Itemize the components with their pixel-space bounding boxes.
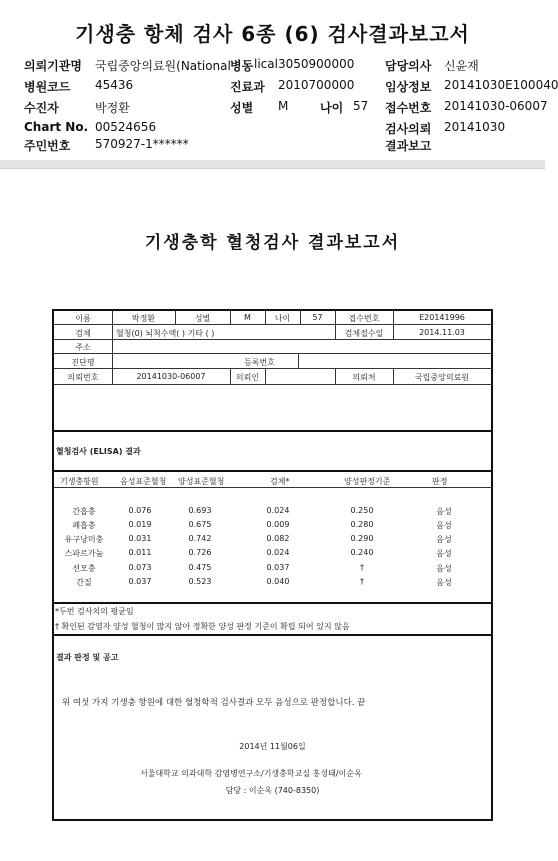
row-criteria: 0.280 [350,520,374,529]
col-criteria: 양성판정기준 [344,477,391,486]
institution-label: 의뢰기관명 [24,59,82,73]
row-criteria: 0.240 [350,548,374,557]
form-diagnosis-label: 진단명 [71,358,95,367]
row-specimen: 0.040 [266,577,290,586]
resident-value: 570927-1****** [95,137,189,151]
clinical-label: 임상정보 [385,80,432,94]
receipt-value: 20141030-06007 [444,99,548,113]
form-received-label: 검체접수일 [344,329,384,338]
hospital-code-label: 병원코드 [24,80,71,94]
resident-label: 주민번호 [24,139,71,153]
clinical-value: 20141030E100040 [444,78,558,92]
form-name-value: 박정환 [131,314,156,323]
form-sex-value: M [244,313,251,322]
row-criteria: † [360,563,364,572]
doctor-value: 신윤재 [444,59,479,73]
row-antigen: 유구낭미충 [64,535,104,544]
form-specimen-label: 검체 [75,329,91,338]
request-label: 검사의뢰 [385,122,432,136]
row-negative: 0.011 [128,548,152,557]
row-specimen: 0.037 [266,563,290,572]
form-line [54,324,492,325]
form-request-no-value: 20141030-06007 [136,372,206,381]
row-antigen: 간질 [76,578,92,587]
divider-bar [0,160,545,169]
row-judgement: 음성 [436,549,452,558]
request-value: 20141030 [444,120,506,134]
col-antigen: 기생충항원 [60,477,99,486]
row-negative: 0.076 [128,506,152,515]
row-positive: 0.742 [188,534,212,543]
form-name-label: 이름 [75,314,91,323]
col-negative: 음성표준혈청 [120,477,167,486]
row-positive: 0.693 [188,506,212,515]
row-positive: 0.726 [188,548,212,557]
row-judgement: 음성 [436,564,452,573]
chart-label: Chart No. [24,120,89,134]
form-requester-label: 의뢰인 [235,373,260,382]
form-age-label: 나이 [274,314,291,323]
chart-value: 00524656 [95,120,157,134]
form-reg-label: 등록번호 [244,358,275,367]
elisa-title: 혈청검사 (ELISA) 결과 [56,447,141,456]
row-positive: 0.475 [188,563,212,572]
row-judgement: 음성 [436,535,452,544]
row-positive: 0.675 [188,520,212,529]
note-average: *두번 검사치의 평균임 [55,607,134,616]
ward-value: lical [254,57,278,71]
row-specimen: 0.009 [266,520,290,529]
dept-value: 2010700000 [278,78,355,92]
sex-value: M [278,99,289,113]
form-sex-label: 성별 [194,314,211,323]
section-line [54,602,492,604]
report-contact: 담당 : 이순옥 (740-8350) [225,786,320,795]
form-receipt-label: 접수번호 [348,314,380,323]
form-line [54,353,492,354]
form-address-label: 주소 [75,343,91,352]
sex-label: 성별 [230,101,254,115]
ward-code: 3050900000 [278,57,355,71]
report-title: 기생충 항체 검사 6종 (6) 검사결과보고서 [75,22,470,46]
row-specimen: 0.024 [266,506,290,515]
section-line [54,634,492,636]
scan-title: 기생충학 혈청검사 결과보고서 [144,233,401,253]
row-antigen: 선모충 [72,564,96,573]
dept-label: 진료과 [230,80,265,94]
row-judgement: 음성 [436,521,452,530]
section-line [54,430,492,432]
opinion-title: 결과 판정 및 공고 [56,653,119,662]
col-judgement: 판정 [432,477,448,486]
patient-value: 박정환 [95,101,130,115]
section-line [54,487,492,488]
hospital-code-value: 45436 [95,78,134,92]
row-criteria: 0.290 [350,534,374,543]
result-report-label: 결과보고 [385,139,432,153]
form-specimen-value: 혈청(0) 뇌척수액( ) 기타 ( ) [116,329,215,338]
form-receipt-value: E20141996 [419,313,465,322]
row-negative: 0.037 [128,577,152,586]
form-vline [298,353,299,368]
note-criteria: † 확인된 감염자 양성 혈청이 많지 않아 정확한 양성 판정 기준이 확립 되어 있지 않음 [55,622,350,631]
row-antigen: 간흡충 [72,507,96,516]
row-specimen: 0.082 [266,534,290,543]
row-antigen: 폐흡충 [72,521,96,530]
col-positive: 양성표준혈청 [178,477,225,486]
row-positive: 0.523 [188,577,212,586]
form-request-no-label: 의뢰번호 [67,373,99,382]
row-negative: 0.031 [128,534,152,543]
form-requester-place-label: 의뢰처 [352,373,376,382]
form-received-value: 2014.11.03 [419,328,465,337]
row-judgement: 음성 [436,578,452,587]
row-criteria: † [360,577,364,586]
section-line [54,470,492,472]
form-line [54,384,492,385]
form-vline [265,368,266,384]
col-specimen: 검체* [270,477,290,486]
doctor-label: 담당의사 [385,59,432,73]
form-requester-place-value: 국립중앙의료원 [414,373,470,382]
row-specimen: 0.024 [266,548,290,557]
row-antigen: 스파르가눔 [64,549,104,558]
patient-label: 수진자 [24,101,59,115]
age-value: 57 [353,99,369,113]
age-label: 나이 [320,101,344,115]
row-judgement: 음성 [436,507,452,516]
row-negative: 0.073 [128,563,152,572]
form-line [54,339,492,340]
opinion-text: 위 여섯 가지 기생충 항원에 대한 혈청학적 검사결과 모두 음성으로 판정합니다. 끝 [62,698,366,708]
report-date: 2014년 11월06일 [239,742,306,751]
receipt-label: 접수번호 [385,101,432,115]
row-negative: 0.019 [128,520,152,529]
ward-label: 병동 [230,59,254,73]
report-org: 서울대학교 의과대학 감염병연구소/기생충학교실 홍성태/이순옥 [140,769,362,778]
row-criteria: 0.250 [350,506,374,515]
institution-value: 국립중앙의료원(National [95,59,231,73]
form-age-value: 57 [312,313,323,322]
form-line [54,368,492,369]
